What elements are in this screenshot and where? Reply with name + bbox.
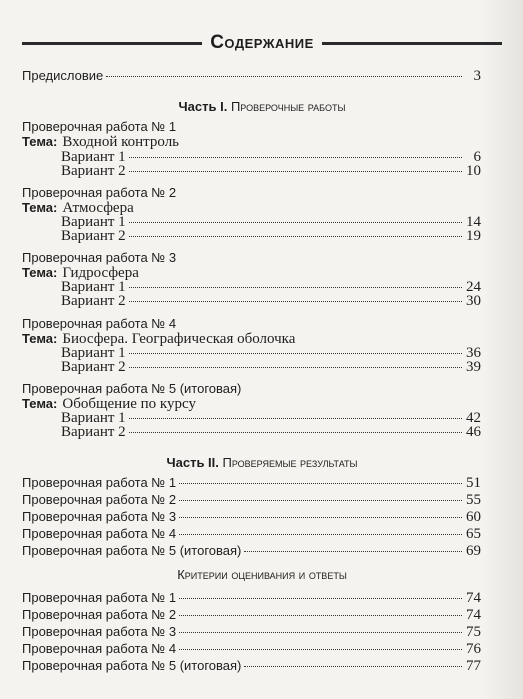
dot-leader: [129, 432, 462, 433]
entry-label: Проверочная работа № 5 (итоговая): [22, 543, 242, 558]
page-number: 55: [466, 492, 481, 508]
dot-leader: [106, 76, 462, 77]
variant-label: Вариант 2: [61, 163, 126, 179]
topic-text: Гидросфера: [62, 265, 139, 281]
dot-leader: [179, 649, 462, 650]
dot-leader: [129, 236, 462, 237]
page-number: 3: [473, 68, 481, 84]
page-number: 10: [466, 163, 481, 179]
dot-leader: [129, 353, 462, 354]
work-title: [22, 119, 176, 134]
dot-leader: [129, 171, 462, 172]
dot-leader: [129, 301, 462, 302]
toc-entry-preface[interactable]: [22, 68, 481, 85]
toc-title-row: [22, 28, 502, 58]
dot-leader: [179, 598, 462, 599]
work-title: [22, 250, 176, 265]
page-number: 39: [466, 359, 481, 375]
page-number: 14: [466, 214, 481, 230]
section-heading-text: Проверяемые результаты: [222, 455, 358, 470]
dot-leader: [129, 418, 462, 419]
topic-text: Биосфера. Географическая оболочка: [62, 331, 296, 347]
dot-leader: [129, 367, 462, 368]
section-heading-part2: [22, 455, 502, 470]
variant-label: Вариант 2: [61, 424, 126, 440]
page-number: 74: [466, 590, 481, 606]
page-number: 42: [466, 410, 481, 426]
page-number: 46: [466, 424, 481, 440]
work-title-text: Проверочная работа № 2: [22, 185, 177, 200]
entry-label: Проверочная работа № 3: [22, 624, 177, 639]
page-number: 60: [466, 509, 481, 525]
work-title-text: Проверочная работа № 5 (итоговая): [22, 381, 242, 396]
page-number: 24: [466, 279, 481, 295]
section-heading-prefix: Часть I.: [178, 99, 228, 114]
toc-entry[interactable]: [22, 607, 481, 624]
topic-label: Тема:: [22, 200, 58, 215]
toc-entry[interactable]: [22, 492, 481, 509]
toc-entry[interactable]: [22, 624, 481, 641]
variant-label: Вариант 1: [61, 149, 126, 165]
work-title-text: Проверочная работа № 4: [22, 316, 177, 331]
section-heading-text: Проверочные работы: [230, 99, 346, 114]
topic-text: Атмосфера: [62, 200, 134, 216]
title-rule-right: [322, 42, 502, 45]
toc-entry-variant[interactable]: [61, 424, 481, 441]
topic-text: Входной контроль: [62, 134, 180, 150]
page-number: 30: [466, 293, 481, 309]
page-number: 74: [466, 607, 481, 623]
topic-text: Обобщение по курсу: [62, 396, 196, 412]
work-title-text: Проверочная работа № 1: [22, 119, 177, 134]
title-rule-left: [22, 42, 202, 45]
topic-label: Тема:: [22, 396, 58, 411]
page-number: 19: [466, 228, 481, 244]
toc-entry-variant[interactable]: [61, 163, 481, 180]
toc-entry[interactable]: [22, 641, 481, 658]
work-title-text: Проверочная работа № 3: [22, 250, 177, 265]
variant-label: Вариант 1: [61, 410, 126, 426]
dot-leader: [129, 157, 462, 158]
toc-entry[interactable]: [22, 658, 481, 675]
page-number: 77: [466, 658, 481, 674]
toc-entry[interactable]: [22, 543, 481, 560]
work-title: [22, 316, 176, 331]
dot-leader: [244, 551, 462, 552]
dot-leader: [179, 615, 462, 616]
toc-entry[interactable]: [22, 475, 481, 492]
topic-label: Тема:: [22, 331, 58, 346]
entry-label: Проверочная работа № 2: [22, 607, 177, 622]
section-heading-part3: Критерии оценивания и ответы: [177, 567, 347, 582]
dot-leader: [244, 666, 462, 667]
section-heading-prefix: Часть II.: [166, 455, 219, 470]
entry-label: Проверочная работа № 5 (итоговая): [22, 658, 242, 673]
work-title: [22, 381, 241, 396]
entry-label: Проверочная работа № 4: [22, 526, 177, 541]
topic-label: Тема:: [22, 134, 58, 149]
page-number: 65: [466, 526, 481, 542]
page-number: 75: [466, 624, 481, 640]
dot-leader: [129, 222, 462, 223]
dot-leader: [179, 517, 462, 518]
page-number: 69: [466, 543, 481, 559]
page-number: 51: [466, 475, 481, 491]
variant-label: Вариант 2: [61, 293, 126, 309]
page-number: 76: [466, 641, 481, 657]
entry-label: Проверочная работа № 3: [22, 509, 177, 524]
page-number: 6: [473, 149, 481, 165]
toc-title: Содержание: [210, 32, 314, 53]
work-title: [22, 185, 176, 200]
dot-leader: [179, 534, 462, 535]
entry-label: Проверочная работа № 1: [22, 590, 177, 605]
toc-entry-variant[interactable]: [61, 228, 481, 245]
toc-entry[interactable]: [22, 526, 481, 543]
variant-label: Вариант 1: [61, 279, 126, 295]
dot-leader: [129, 287, 462, 288]
toc-entry[interactable]: [22, 509, 481, 526]
entry-label: Проверочная работа № 4: [22, 641, 177, 656]
page-number: 36: [466, 345, 481, 361]
toc-entry-variant[interactable]: [61, 293, 481, 310]
dot-leader: [179, 483, 462, 484]
topic-label: Тема:: [22, 265, 58, 280]
toc-entry-variant[interactable]: [61, 359, 481, 376]
entry-label: Предисловие: [22, 68, 104, 83]
variant-label: Вариант 1: [61, 345, 126, 361]
toc-entry[interactable]: [22, 590, 481, 607]
variant-label: Вариант 1: [61, 214, 126, 230]
variant-label: Вариант 2: [61, 228, 126, 244]
dot-leader: [179, 500, 462, 501]
entry-label: Проверочная работа № 2: [22, 492, 177, 507]
section-heading-part1: [22, 99, 502, 114]
variant-label: Вариант 2: [61, 359, 126, 375]
dot-leader: [179, 632, 462, 633]
entry-label: Проверочная работа № 1: [22, 475, 177, 490]
